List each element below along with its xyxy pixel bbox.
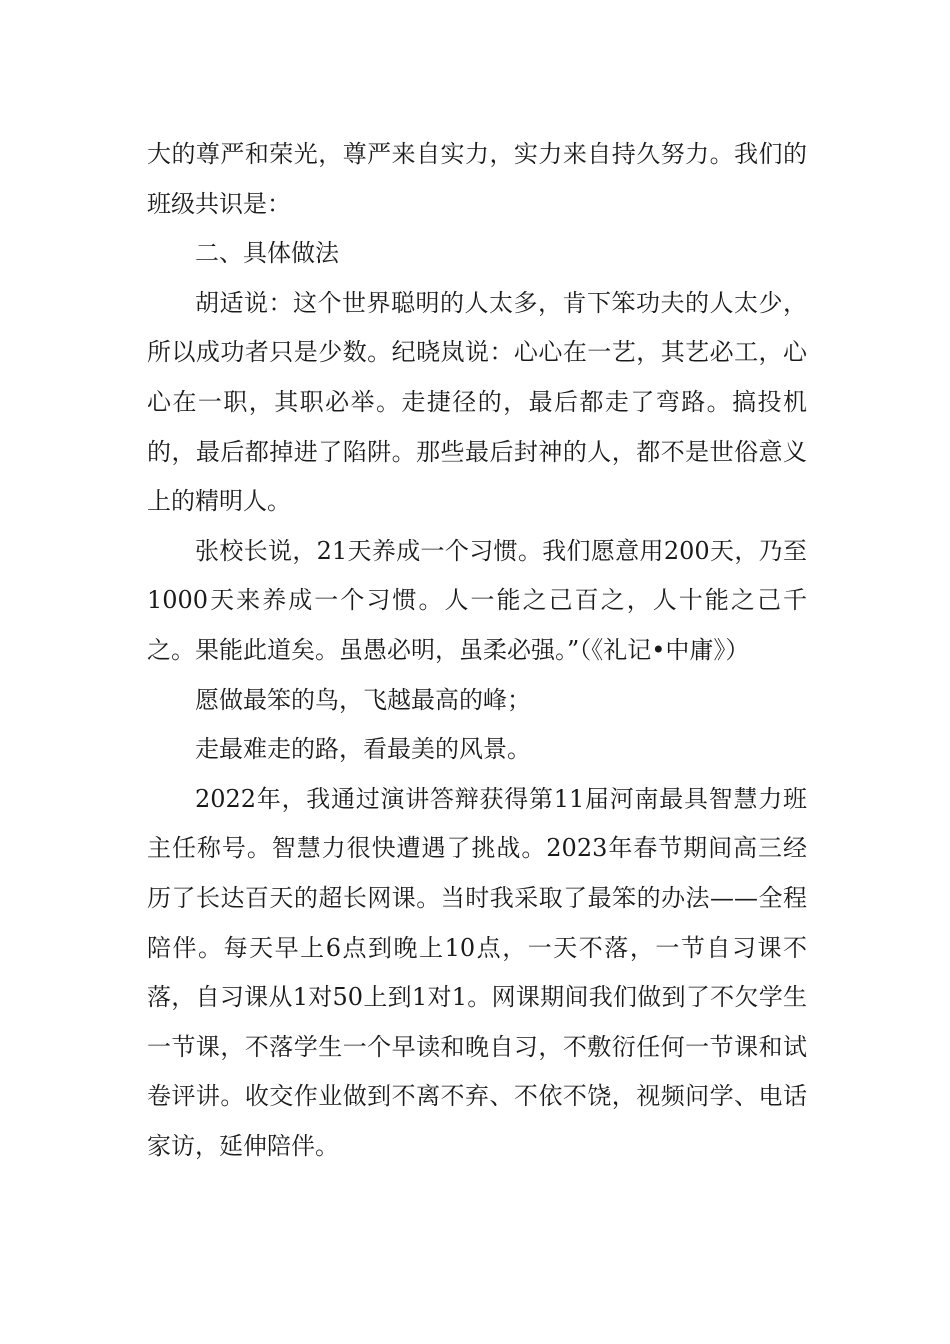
paragraph-7: 2022年，我通过演讲答辩获得第11届河南最具智慧力班主任称号。智慧力很快遭遇了挑战。2023年春节期间高三经历了长达百天的超长网课。当时我采取了最笨的办法——全程陪伴。每天早上6点到晚上10点，一天不落，一节自习课不落，自习课从1对50上到1对1。网课期间我们做到了不欠学生一节课，不落学生一个早读和晚自习，不敷衍任何一节课和试卷评讲。收交作业做到不离不弃、不依不饶，视频问学、电话家访，延伸陪伴。 <box>147 784 807 1160</box>
verse-line-2: 走最难走的路，看最美的风景。 <box>195 735 531 764</box>
paragraph-1: 大的尊严和荣光，尊严来自实力，实力来自持久努力。我们的班级共识是： <box>147 140 807 218</box>
section-heading: 二、具体做法 <box>195 239 339 268</box>
paragraph-3: 胡适说：这个世界聪明的人太多，肯下笨功夫的人太少，所以成功者只是少数。纪晓岚说：心心在一艺，其艺必工，心心在一职，其职必举。走捷径的，最后都走了弯路。搞投机的，最后都掉进了陷阱。那些最后封神的人，都不是世俗意义上的精明人。 <box>147 288 807 516</box>
paragraph-4: 张校长说，21天养成一个习惯。我们愿意用200天，乃至1000天来养成一个习惯。人一能之己百之，人十能之己千之。果能此道矣。虽愚必明，虽柔必强。”（《礼记•中庸》） <box>147 536 807 664</box>
verse-line-1: 愿做最笨的鸟，飞越最高的峰； <box>195 685 531 714</box>
document-body <box>147 130 807 1171</box>
